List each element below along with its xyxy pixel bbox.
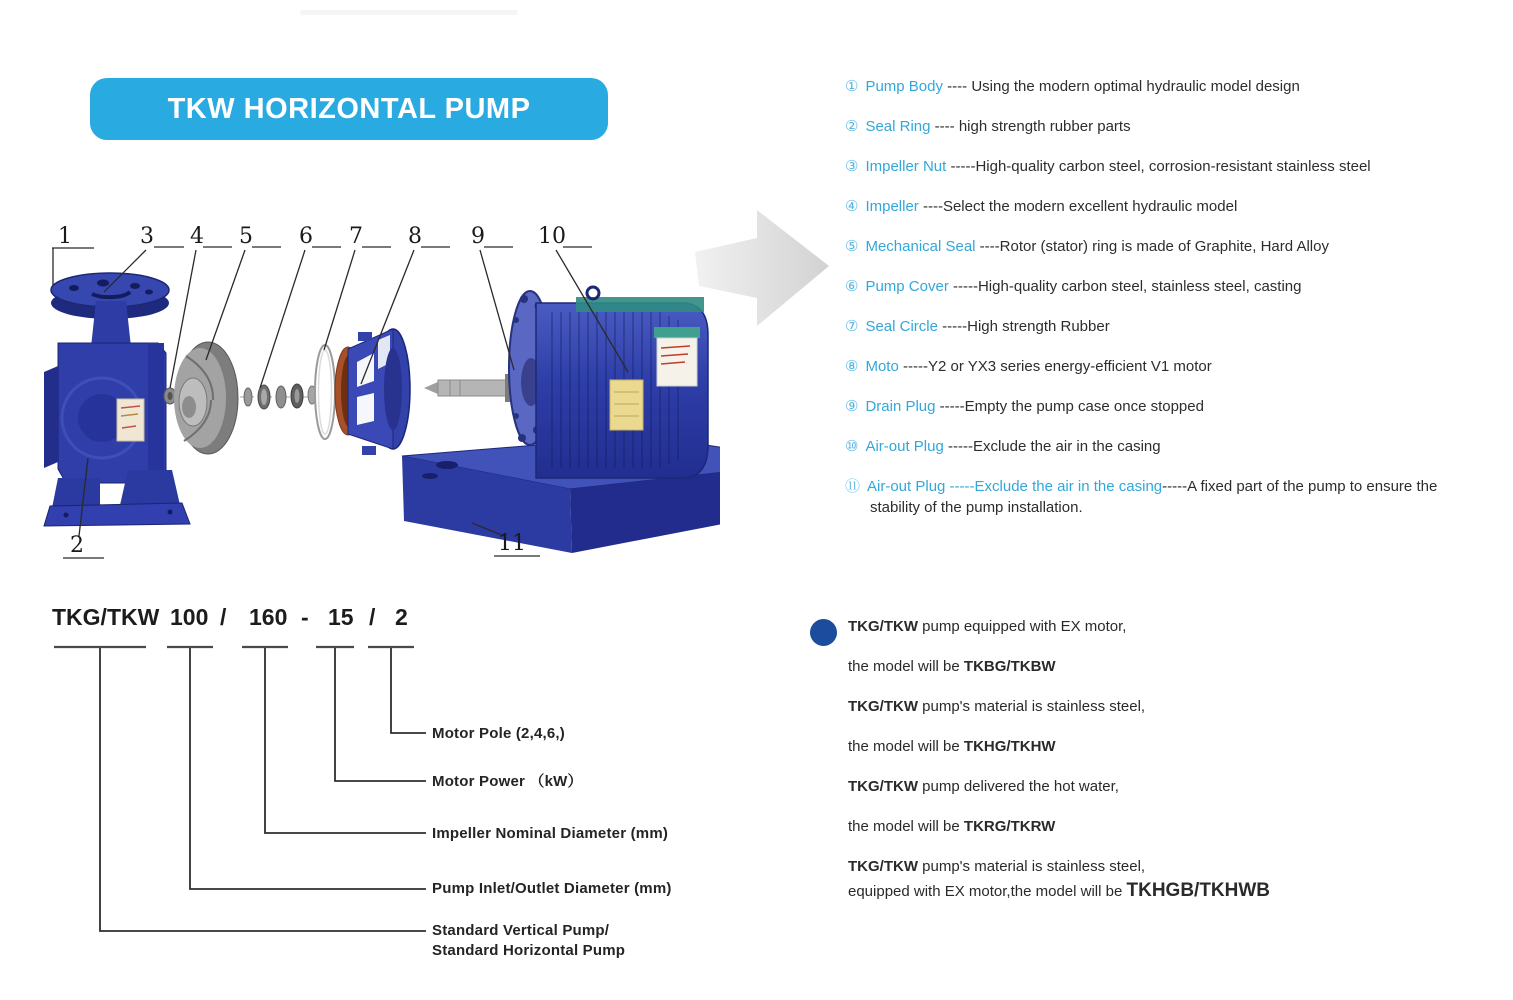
model-power: 15	[328, 604, 354, 630]
list-item	[845, 396, 1477, 417]
part-description: -----High-quality carbon steel, corrosion-resistant stainless steel	[946, 158, 1371, 175]
list-item	[845, 436, 1477, 457]
item-number: ⑦	[845, 318, 859, 335]
mechanical-seal-illustration	[240, 384, 318, 409]
part-description: ---- Using the modern optimal hydraulic model design	[943, 78, 1300, 95]
callout-7: 7	[349, 224, 363, 249]
item-number: ④	[845, 198, 859, 215]
list-item	[845, 316, 1477, 337]
note-line: TKG/TKW pump equipped with EX motor,	[848, 618, 1127, 635]
part-name: Seal Circle	[865, 318, 938, 335]
note-line: the model will be TKRG/TKRW	[848, 818, 1056, 835]
list-item	[845, 156, 1477, 177]
part-description: ---- high strength rubber parts	[930, 118, 1131, 135]
list-item	[845, 196, 1477, 217]
part-name: Seal Ring	[865, 118, 931, 135]
note-line: TKG/TKW pump's material is stainless steel,	[848, 858, 1146, 875]
callout-10: 10	[538, 224, 566, 249]
item-number: ⑨	[845, 398, 859, 415]
item-number: ⑧	[845, 358, 859, 375]
callout-6: 6	[299, 224, 313, 249]
parts-list	[845, 76, 1477, 537]
part-name: Mechanical Seal	[865, 238, 976, 255]
bullet-dot	[810, 619, 837, 646]
part-description: -----Y2 or YX3 series energy-efficient V1 motor	[898, 358, 1212, 375]
note-line: equipped with EX motor,the model will be TKHGB/TKHWB	[848, 880, 1271, 901]
list-item	[845, 236, 1477, 257]
callout-5: 5	[239, 224, 253, 249]
label-impeller-dia: Impeller Nominal Diameter (mm)	[432, 825, 669, 842]
label-inlet-outlet: Pump Inlet/Outlet Diameter (mm)	[432, 880, 672, 897]
list-item	[845, 356, 1477, 377]
item-number: ⑥	[845, 278, 859, 295]
callout-2: 2	[70, 533, 84, 558]
page-title: TKW HORIZONTAL PUMP	[167, 92, 531, 125]
part-description: -----High-quality carbon steel, stainless steel, casting	[948, 278, 1302, 295]
pump-cover-illustration	[335, 329, 410, 455]
list-item: ⑪ Air-out Plug -----Exclude the air in the casing-----A fixed part of the pump to ensure the stability of the pump installation.	[845, 478, 1438, 516]
part-name: Impeller	[865, 198, 919, 215]
seal-circle-illustration	[315, 345, 335, 439]
part-description: -----Exclude the air in the casing	[943, 438, 1161, 455]
motor-illustration	[424, 287, 708, 478]
list-item	[845, 76, 1477, 97]
note-line: TKG/TKW pump's material is stainless steel,	[848, 698, 1146, 715]
item-number: ⑪	[845, 478, 861, 495]
part-name: Drain Plug	[865, 398, 936, 415]
callout-3: 3	[140, 224, 154, 249]
callout-1: 1	[58, 224, 72, 249]
model-impeller-size: 160	[249, 604, 288, 630]
model-series: TKG/TKW	[52, 604, 160, 630]
scan-artifact-strip	[300, 10, 518, 15]
label-standard-vertical: Standard Vertical Pump/	[432, 922, 610, 939]
model-inlet-size: 100	[170, 604, 209, 630]
label-standard-pump	[432, 921, 625, 961]
label-motor-power: Motor Power （kW）	[432, 773, 583, 790]
part-description: ----Rotor (stator) ring is made of Graphite, Hard Alloy	[975, 238, 1329, 255]
part-description: ----Select the modern excellent hydraulic model	[918, 198, 1238, 215]
model-dash: -	[301, 604, 309, 630]
model-separator-2: /	[369, 604, 376, 630]
callout-9: 9	[471, 224, 485, 249]
note-line: the model will be TKBG/TKBW	[848, 658, 1056, 675]
model-separator: /	[220, 604, 227, 630]
note-line: the model will be TKHG/TKHW	[848, 738, 1056, 755]
item-number: ②	[845, 118, 859, 135]
part-name: Moto	[865, 358, 899, 375]
callout-11: 11	[498, 531, 526, 556]
part-name: Air-out Plug	[865, 438, 944, 455]
callout-8: 8	[408, 224, 422, 249]
arrow-right-icon	[693, 202, 833, 337]
model-variants-notes	[848, 616, 1493, 921]
part-description: -----High strength Rubber	[937, 318, 1110, 335]
note-line: TKG/TKW pump delivered the hot water,	[848, 778, 1119, 795]
item-number: ③	[845, 158, 859, 175]
part-description: -----Empty the pump case once stopped	[935, 398, 1204, 415]
item-number: ①	[845, 78, 859, 95]
title-banner	[90, 78, 608, 140]
part-name: Pump Body	[865, 78, 943, 95]
model-pole: 2	[395, 604, 408, 630]
callout-4: 4	[190, 224, 204, 249]
part-description: -----A fixed part of the pump to ensure the stability of the pump installation.	[870, 478, 1438, 516]
label-motor-pole: Motor Pole (2,4,6,)	[432, 725, 565, 742]
list-item	[845, 116, 1477, 137]
pump-exploded-diagram	[28, 215, 720, 567]
part-name: Air-out Plug	[867, 478, 946, 495]
part-name: Impeller Nut	[865, 158, 947, 175]
part-name: Pump Cover	[865, 278, 949, 295]
item-number: ⑤	[845, 238, 859, 255]
label-standard-horizontal: Standard Horizontal Pump	[432, 942, 626, 959]
list-item	[845, 276, 1477, 297]
item-number: ⑩	[845, 438, 859, 455]
